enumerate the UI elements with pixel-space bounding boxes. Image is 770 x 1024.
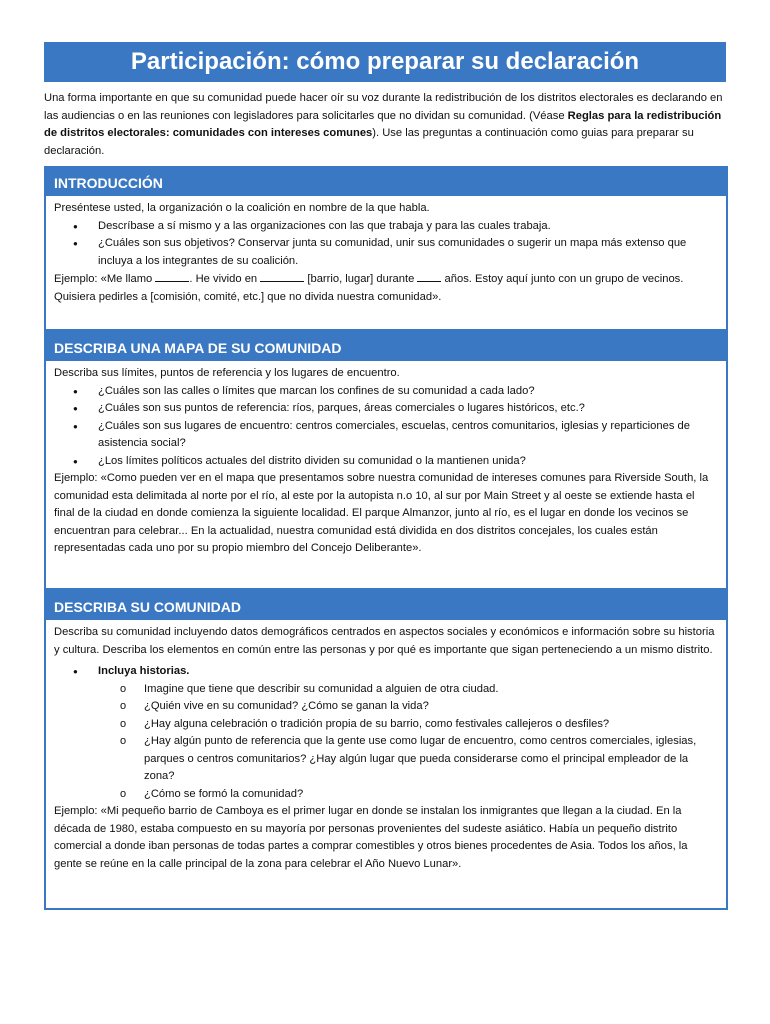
example-text: Ejemplo: «Mi pequeño barrio de Camboya es el primer lugar en donde se instalan los inmigrantes que llegan a la ciudad. En la década de 1980, estaba compuesto en su mayoría por personas provenientes del sudeste asiático. Había un pequeño distrito comercial a donde iban personas de todas partes a comprar comestibles y otros bienes procedentes de Asia. Todos los años, la gente se reúne en la calle principal de la zona para celebrar el Año Nuevo Lunar». <box>54 805 688 870</box>
section-lead: Preséntese usted, la organización o la coalición en nombre de la que habla. <box>54 202 430 214</box>
section-heading: DESCRIBA UNA MAPA DE SU COMUNIDAD <box>46 333 726 361</box>
intro-bold-reference: Reglas para la redistribución de distritos electorales: comunidades con intereses comunes <box>44 109 722 139</box>
example-part: años. Estoy aquí junto con un grupo de vecinos. Quisiera pedirles a [comisión, comité, etc.] que no divida nuestra comunidad». <box>54 273 684 303</box>
sub-list-item: o ¿Hay algún punto de referencia que la gente use como lugar de encuentro, como centros comerciales, iglesias, parques o centros comunitarios? ¿Hay algún lugar que pueda considerarse como el principal empleador de la zona? <box>54 733 718 786</box>
section-lead: Describa su comunidad incluyendo datos demográficos centrados en aspectos sociales y económicos e información sobre su historia y cultura. Describa los elementos en común entre las personas y por qué es importante que sigan perteneciendo a un mismo distrito. <box>54 626 715 656</box>
list-item: ● ¿Cuáles son sus lugares de encuentro: centros comerciales, escuelas, centros comunitarios, iglesias y reparticiones de asistencia social? <box>54 418 718 453</box>
intro-text: Una forma importante en que su comunidad puede hacer oír su voz durante la redistribución de los distritos electorales es declarando en las audiencias o en las reuniones con legisladores para solicitarles que no dividan su comunidad. (Véase <box>44 92 723 122</box>
list-item: ● ¿Cuáles son sus puntos de referencia: ríos, parques, áreas comerciales o lugares históricos, etc.? <box>54 400 718 418</box>
sub-list-item: o ¿Quién vive en su comunidad? ¿Cómo se ganan la vida? <box>54 698 718 716</box>
section-describa-comunidad <box>44 590 728 910</box>
section-heading: INTRODUCCIÓN <box>46 168 726 196</box>
blank-line <box>155 270 189 282</box>
list-item: ● ¿Cuáles son sus objetivos? Conservar junta su comunidad, unir sus comunidades o sugerir un mapa más extenso que incluya a los integrantes de su coalición. <box>54 235 718 270</box>
section-heading: DESCRIBA SU COMUNIDAD <box>46 592 726 620</box>
list-item: ● Descríbase a sí mismo y a las organizaciones con las que trabaja y para las cuales trabaja. <box>54 218 718 236</box>
example-part: . He vivido en <box>189 273 261 285</box>
section-mapa-comunidad <box>44 331 728 590</box>
list-item: ● ¿Los límites políticos actuales del distrito dividen su comunidad o la mantienen unida? <box>54 453 718 471</box>
sub-list-item: o ¿Cómo se formó la comunidad? <box>54 786 718 804</box>
intro-text-after: ). Use las preguntas a continuación como guias para preparar su declaración. <box>44 127 694 157</box>
intro-paragraph <box>44 90 726 160</box>
blank-line <box>417 270 441 282</box>
example-part: Ejemplo: «Me llamo <box>54 273 156 285</box>
sub-list-item: o ¿Hay alguna celebración o tradición propia de su barrio, como festivales callejeros o desfiles? <box>54 716 718 734</box>
example-text <box>54 270 718 306</box>
example-part: [barrio, lugar] durante <box>304 273 418 285</box>
page-title: Participación: cómo preparar su declaración <box>44 42 726 82</box>
sub-list-item: o Imagine que tiene que describir su comunidad a alguien de otra ciudad. <box>54 681 718 699</box>
list-item: ● ¿Cuáles son las calles o límites que marcan los confines de su comunidad a cada lado? <box>54 383 718 401</box>
section-lead: Describa sus límites, puntos de referencia y los lugares de encuentro. <box>54 367 400 379</box>
list-item-bold: Incluya historias. <box>98 665 190 677</box>
section-introduccion <box>44 166 728 331</box>
list-item <box>54 663 718 803</box>
example-text: Ejemplo: «Como pueden ver en el mapa que presentamos sobre nuestra comunidad de intereses comunes para Riverside South, la comunidad esta delimitada al norte por el río, al este por la autopista n.o 10, al sur por Main Street y al oeste se extiende hasta el final de la ciudad en donde comienza la siguiente localidad. El parque Almanzor, junto al río, es el lugar en donde los vecinos se encuentran para celebrar... En la actualidad, nuestra comunidad está dividida en dos distritos concejales, los cuales están representadas cada uno por su propio miembro del Concejo Deliberante». <box>54 472 709 554</box>
blank-line <box>260 270 304 282</box>
